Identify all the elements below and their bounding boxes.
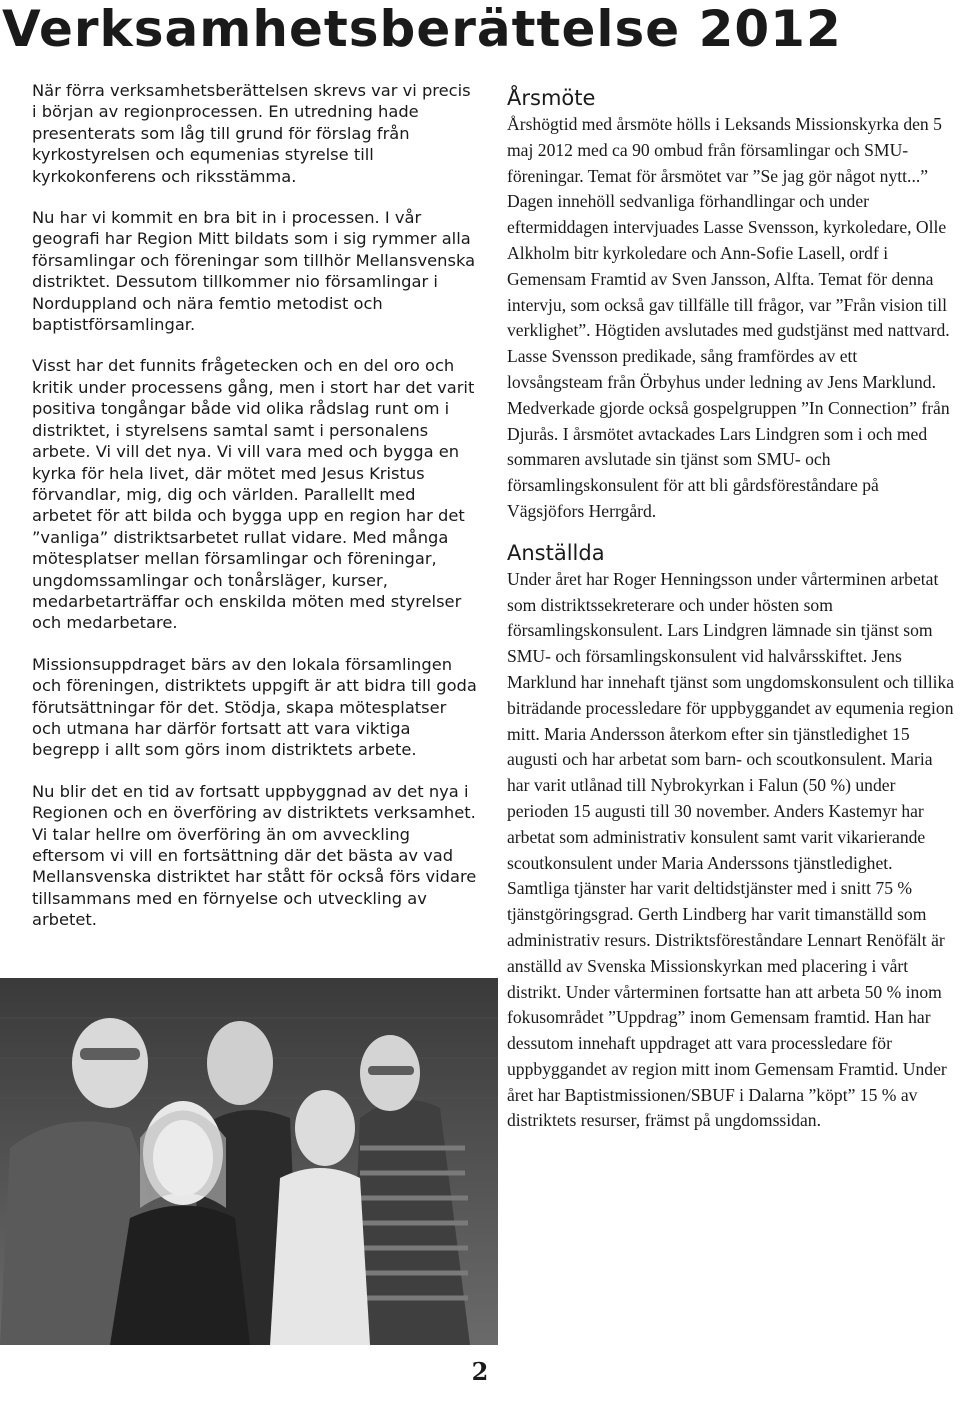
- future-paragraph: Nu blir det en tid av fortsatt uppbyggnad av det nya i Regionen och en överföring av distriktets verksamhet. Vi talar hellre om överföring än om avveckling eftersom vi vill en fortsättning där det bästa av vad Mellansvenska distriktet har stått för också förs vidare tillsammans med en förnyelse och utveckling av arbetet.: [32, 781, 477, 930]
- section-heading-arsmote: Årsmöte: [507, 86, 596, 110]
- vision-paragraph: Visst har det funnits frågetecken och en del oro och kritik under processens gång, men i stort har det varit positiva tongångar både vid olika rådslag runt om i distriktet, i styrelsens samtal samt i personalens arbete. Vi vill det nya. Vi vill vara med och bygga en kyrka för hela livet, där mötet med Jesus Kristus förvandlar, mig, dig och världen. Parallellt med arbetet för att bilda och bygga upp en region har det ”vanliga” distriktsarbetet rullat vidare. Med många mötesplatser mellan församlingar och föreningar, ungdomssamlingar och tonårsläger, kurser, medarbetarträffar och enskilda möten med styrelser och medarbetare.: [32, 356, 475, 633]
- staff-group-photo: [0, 978, 498, 1345]
- intro-paragraph: När förra verksamhetsberättelsen skrevs var vi precis i början av regionprocessen. En utredning hade presenterats som låg till grund för förslag från kyrkostyrelsen och equmenias styrelse till kyrkokonferens och riksstämma.: [32, 81, 471, 186]
- process-paragraph: Nu har vi kommit en bra bit in i processen. I vår geografi har Region Mitt bildats som i sig rymmer alla församlingar och föreningar som tillhör Mellansvenska distriktet. Dessutom tillkommer nio församlingar i Norduppland och nära femtio metodist och baptistförsamlingar.: [32, 208, 476, 335]
- mission-paragraph: Missionsuppdraget bärs av den lokala församlingen och föreningen, distriktets uppgift är att bidra till goda förutsättningar för det. Stödja, skapa mötesplatser och utmana har därför fortsatt att vara viktiga begrepp i allt som görs inom distriktets arbete.: [32, 654, 477, 760]
- section-body-arsmote: Årshögtid med årsmöte hölls i Leksands Missionskyrka den 5 maj 2012 med ca 90 ombud från församlingar och SMU-föreningar. Temat för årsmötet var ”Se jag gör något nytt...” Dagen innehöll sedvanliga förhandlingar och under eftermiddagen intervjuades Lasse Svensson, kyrkoledare, Olle Alkholm bitr kyrkoledare och Ann-Sofie Lasell, ordf i Gemensam Framtid av Sven Jansson, Alfta. Temat för denna intervju, som också gav tillfälle till frågor, var ”Från vision till verklighet”. Högtiden avslutades med gudstjänst med nattvard. Lasse Svensson predikade, sång framfördes av ett lovsångsteam från Örbyhus under ledning av Jens Marklund. Medverkade gjorde också gospelgruppen ”In Connection” från Djurås. I årsmötet avtackades Lars Lindgren som i och med sommaren avslutade sin tjänst som SMU- och församlingskonsulent för att bli gårdsföreståndare på Vägsjöfors Herrgård.: [507, 114, 950, 521]
- section-heading-anstallda: Anställda: [507, 540, 605, 565]
- page-number: 2: [471, 1357, 489, 1386]
- right-column: [507, 84, 957, 1134]
- page-title: Verksamhetsberättelse 2012: [2, 0, 842, 58]
- left-column: [32, 80, 480, 951]
- section-body-anstallda: Under året har Roger Henningsson under vårterminen arbetat som distriktssekreterare och under hösten som församlingskonsulent. Lars Lindgren lämnade sin tjänst som SMU- och församlingskonsulent vid halvårsskiftet. Jens Marklund har innehaft tjänst som ungdomskonsulent och tillika biträdande processledare för uppbyggandet av equmenia region mitt. Maria Andersson återkom efter sin tjänstledighet 15 augusti och har arbetat som barn- och scoutkonsulent. Maria har varit utlånad till Nybrokyrkan i Falun (50 %) under perioden 15 augusti till 30 november. Anders Kastemyr har arbetat som administrativ konsulent samt varit vikarierande scoutkonsulent under Maria Anderssons tjänstledighet. Samtliga tjänster har varit deltidstjänster med i snitt 75 % tjänstgöringsgrad. Gerth Lindberg har varit timanställd som administrativ resurs. Distriktsföreståndare Lennart Renöfält är anställd av Svenska Missionskyrkan med placering i vårt distrikt. Under vårterminen fortsatte han att arbeta 50 % inom fokusområdet ”Uppdrag” inom Gemensam framtid. Han har dessutom innehaft uppdraget att vara processledare för uppbyggandet av region mitt inom Gemensam Framtid. Under året har Baptistmissionen/SBUF i Dalarna ”köpt” 15 % av distriktets resurser, främst på ungdomssidan.: [507, 568, 955, 1131]
